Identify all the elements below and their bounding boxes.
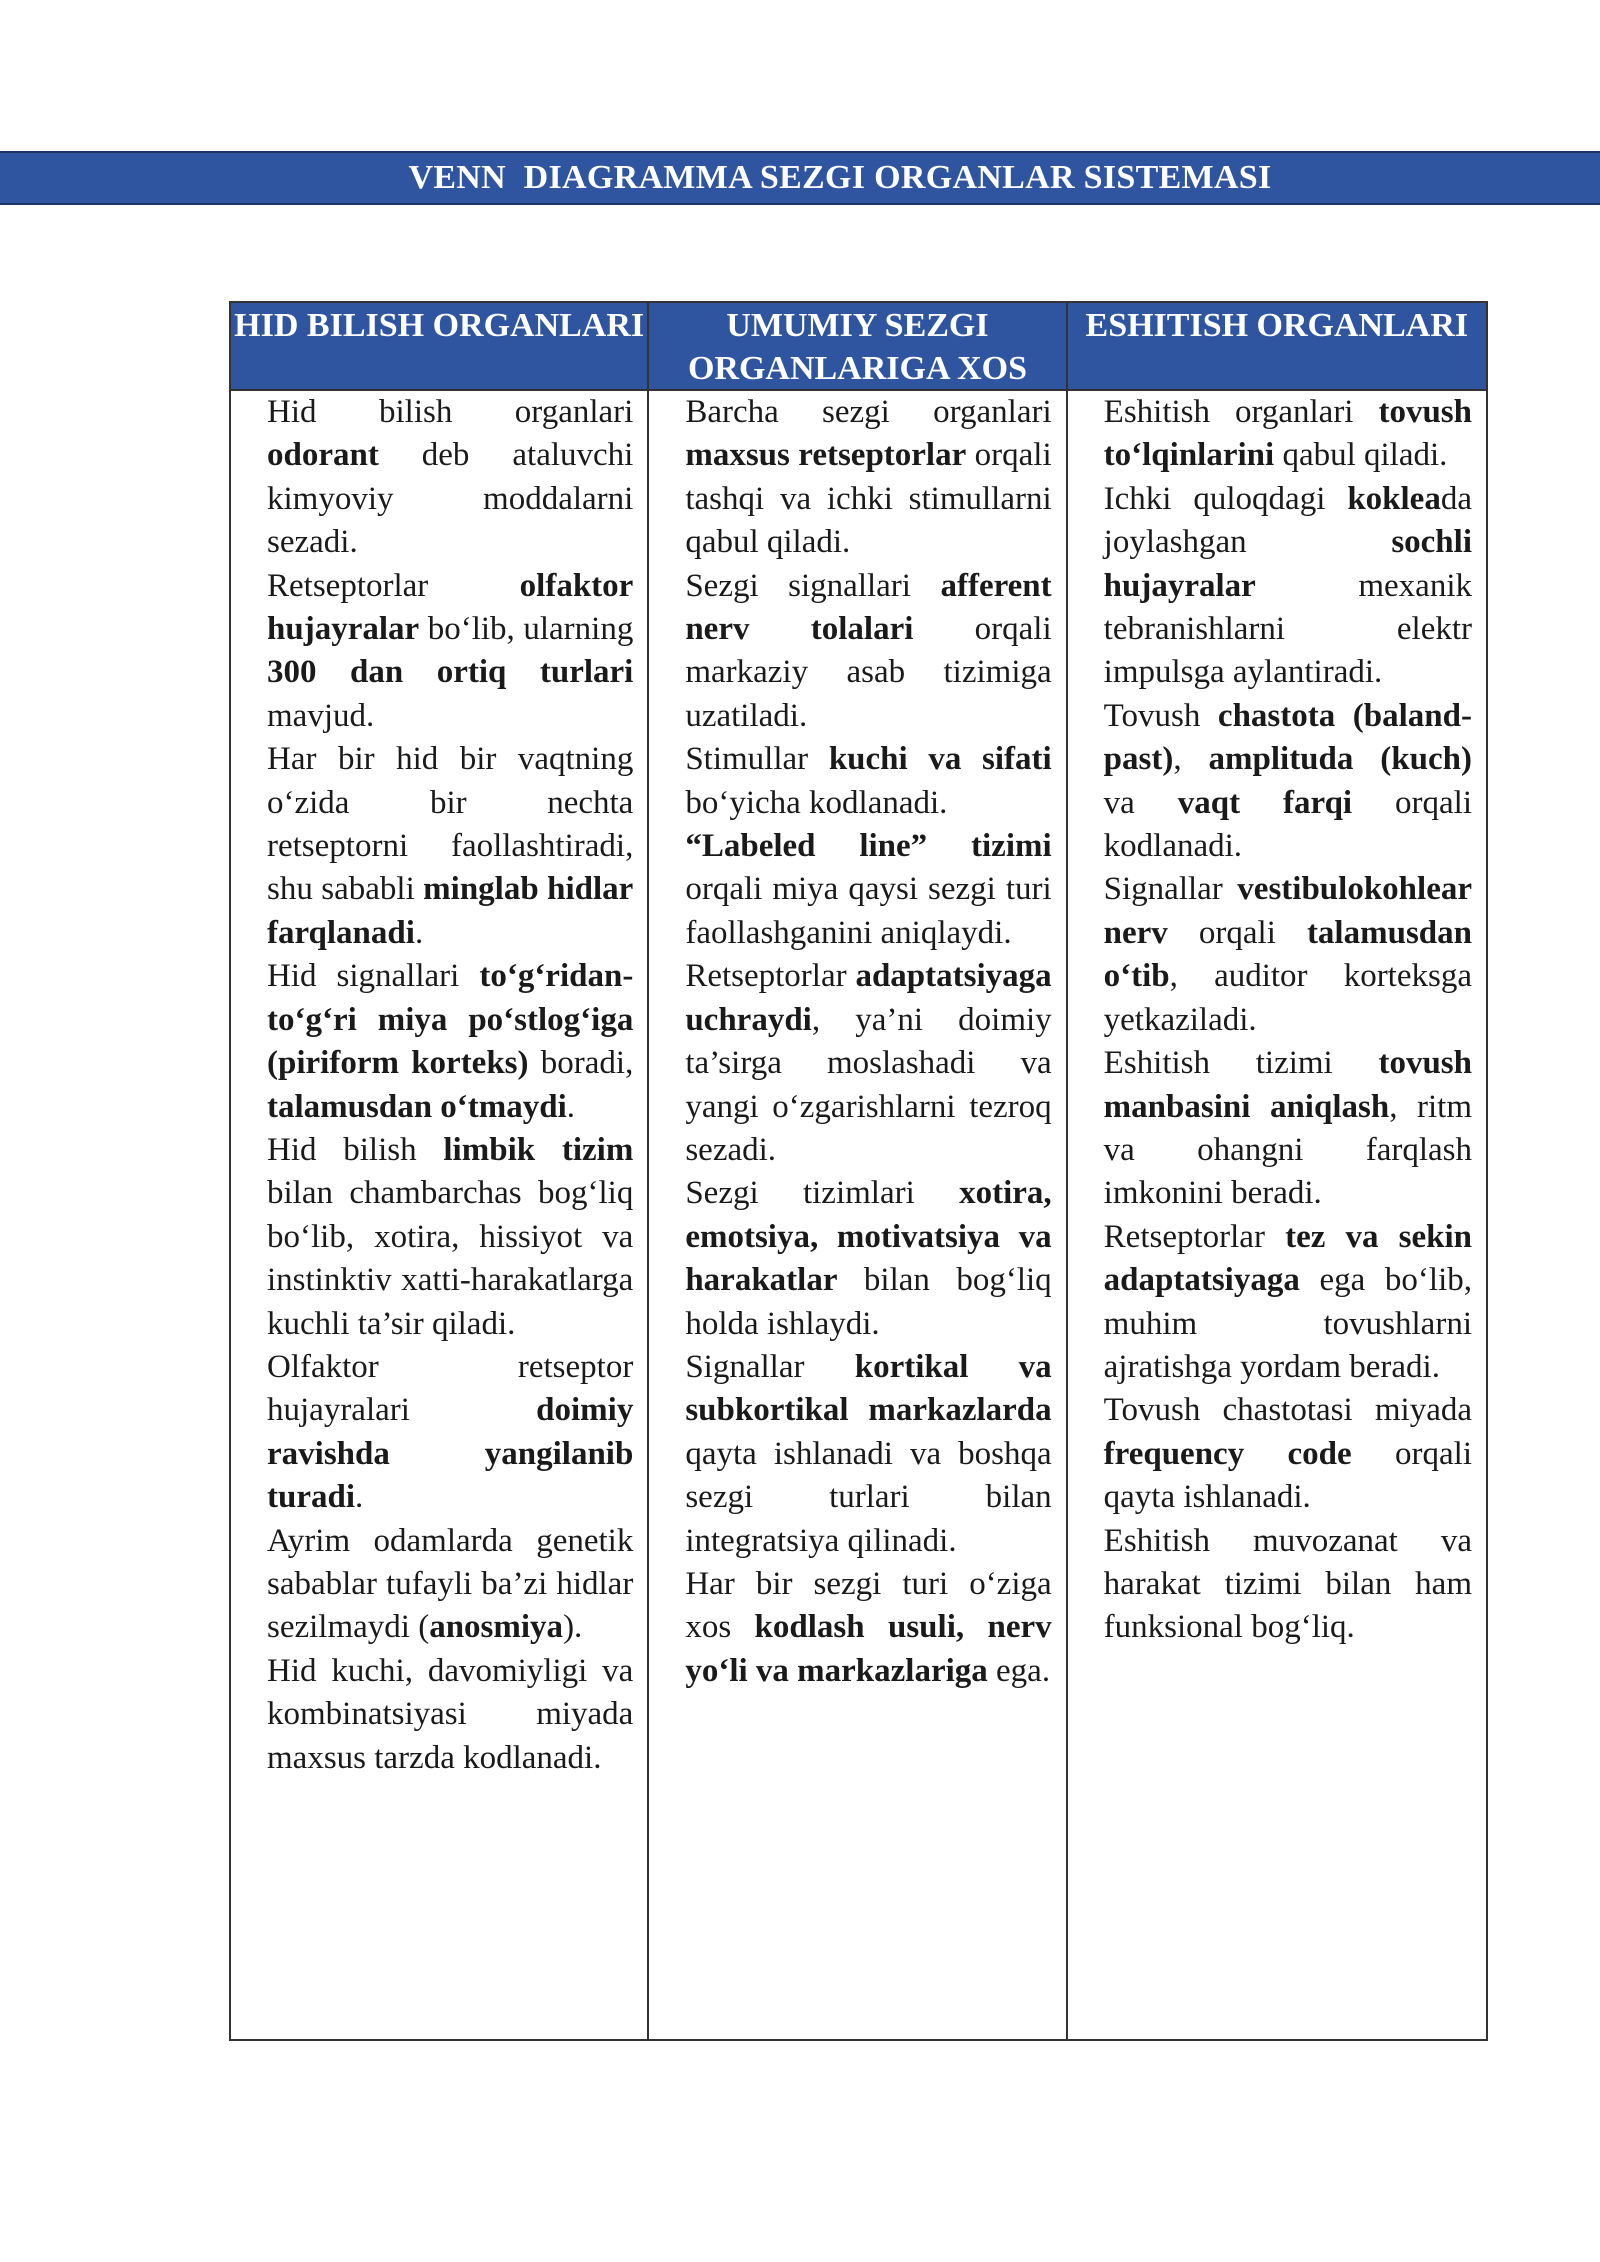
column-paragraph xyxy=(1104,1520,1472,1650)
text-run: . xyxy=(566,1088,576,1125)
text-run: Retseptorlar xyxy=(267,567,520,604)
column-paragraph xyxy=(685,955,1051,1172)
column-header-eshitish: ESHITISH ORGANLARI xyxy=(1068,303,1486,391)
text-run: Sezgi tizimlari xyxy=(685,1175,960,1212)
column-paragraph xyxy=(267,1520,633,1650)
text-run: mavjud. xyxy=(267,697,375,734)
bold-term: tovush to‘lqinlarini xyxy=(1103,394,1472,474)
text-run: . xyxy=(355,1479,364,1516)
bold-term: minglab hidlar farqlanadi xyxy=(267,871,634,951)
text-run: Hid bilish organlari xyxy=(267,394,634,430)
text-run: Har bir sezgi turi o‘ziga xos xyxy=(685,1565,1052,1646)
text-run: Stimullar xyxy=(685,741,829,778)
column-paragraph xyxy=(1104,1042,1472,1216)
bold-term: odorant xyxy=(267,437,379,474)
text-run: bo‘lib, ularning xyxy=(419,611,634,648)
text-run: Har bir hid bir vaqtning o‘zida bir nechta retseptorni faollashtiradi, shu sababli xyxy=(267,741,634,908)
bold-term: to‘g‘ridan-to‘g‘ri miya po‘stlog‘iga (piriform korteks) xyxy=(267,958,634,1082)
bold-term: kuchi va sifati xyxy=(828,741,1052,778)
text-run: qabul qiladi. xyxy=(1274,437,1448,474)
text-run: , xyxy=(1173,741,1209,778)
text-run: Eshitish tizimi xyxy=(1103,1045,1379,1082)
bold-term: limbik tizim xyxy=(443,1131,634,1168)
column-paragraph xyxy=(1104,391,1472,478)
text-run: Ichki quloqdagi xyxy=(1103,480,1348,517)
text-run: Hid kuchi, davomiyligi va kombinatsiyasi miyada maxsus tarzda kodlanadi. xyxy=(267,1652,634,1776)
text-run: Retseptorlar xyxy=(1103,1218,1286,1255)
column-paragraph xyxy=(267,955,633,1129)
column-paragraph xyxy=(685,1563,1051,1693)
column-paragraph xyxy=(1104,868,1472,1042)
bold-term: chastota (baland-past) xyxy=(1103,697,1473,778)
page-title: VENN DIAGRAMMA SEZGI ORGANLAR SISTEMASI xyxy=(408,159,1272,196)
bold-term: kodlash usuli, nerv yo‘li va markazlariga xyxy=(685,1609,1052,1689)
text-run: Tovush xyxy=(1103,697,1218,734)
text-run: Retseptorlar xyxy=(685,958,856,995)
column-paragraph xyxy=(267,1650,633,1780)
column-body-hid-bilish xyxy=(231,391,649,2039)
text-run: orqali kodlanadi. xyxy=(1103,784,1472,865)
bold-term: tez va sekin adaptatsiyaga xyxy=(1103,1218,1472,1299)
column-paragraph xyxy=(1104,1216,1472,1390)
column-body-eshitish xyxy=(1068,391,1486,2039)
text-run: orqali qayta ishlanadi. xyxy=(1103,1435,1472,1516)
column-body-umumiy-sezgi xyxy=(649,391,1067,2039)
bold-term: xotira, emotsiya, motivatsiya va harakatlar xyxy=(685,1175,1052,1299)
text-run: bo‘yicha kodlanadi. xyxy=(685,784,948,821)
bold-term: adaptatsiyaga uchraydi xyxy=(685,958,1052,1038)
text-run: bilan bog‘liq holda ishlaydi. xyxy=(685,1262,1052,1342)
bold-term: anosmiya xyxy=(429,1609,564,1646)
column-paragraph xyxy=(685,1346,1051,1563)
text-run: Hid signallari xyxy=(267,958,480,995)
column-paragraph xyxy=(267,391,633,565)
text-run: ega. xyxy=(987,1652,1051,1689)
column-paragraph xyxy=(685,391,1051,565)
venn-table xyxy=(229,301,1488,2041)
column-header-hid-bilish: HID BILISH ORGANLARI xyxy=(231,303,649,391)
bold-term: tovush manbasini aniqlash xyxy=(1103,1045,1472,1125)
text-run: Olfaktor retseptor hujayralari xyxy=(267,1348,634,1429)
bold-term: 300 dan ortiq turlari xyxy=(267,654,634,691)
bold-term: frequency code xyxy=(1103,1435,1352,1472)
bold-term: afferent nerv tolalari xyxy=(685,567,1052,648)
column-paragraph xyxy=(685,825,1051,955)
text-run: Tovush chastotasi miyada xyxy=(1103,1392,1472,1429)
text-run: deb ataluvchi kimyoviy moddalarni sezadi. xyxy=(267,437,634,561)
text-run: orqali markaziy asab tizimiga uzatiladi. xyxy=(685,611,1052,734)
bold-term: “Labeled line” tizimi xyxy=(685,828,1052,865)
text-run: Signallar xyxy=(1103,871,1238,908)
column-paragraph xyxy=(685,1172,1051,1346)
text-run: va xyxy=(1103,784,1178,821)
text-run: da joylashgan xyxy=(1103,480,1472,561)
text-run: orqali tashqi va ichki stimullarni qabul qiladi. xyxy=(685,437,1052,561)
text-run: Ayrim odamlarda genetik sabablar tufayli ba’zi hidlar sezilmaydi ( xyxy=(267,1522,634,1646)
bold-term: talamusdan o‘tib xyxy=(1103,914,1472,995)
text-run: qayta ishlanadi va boshqa sezgi turlari bilan integratsiya qilinadi. xyxy=(685,1435,1052,1559)
bold-term: olfaktor hujayralar xyxy=(267,567,634,648)
text-run: Signallar xyxy=(685,1348,855,1385)
text-run: orqali xyxy=(1167,914,1307,951)
text-run: Eshitish organlari xyxy=(1103,394,1379,430)
title-banner xyxy=(0,151,1600,205)
column-paragraph xyxy=(267,565,633,739)
bold-term: amplituda (kuch) xyxy=(1208,741,1472,778)
text-run: ega bo‘lib, muhim tovushlarni ajratishga yordam beradi. xyxy=(1103,1262,1472,1385)
text-run: boradi, xyxy=(528,1045,634,1082)
column-paragraph xyxy=(267,1129,633,1346)
column-paragraph xyxy=(1104,695,1472,869)
column-paragraph xyxy=(1104,478,1472,695)
column-paragraph xyxy=(685,738,1051,825)
text-run: ). xyxy=(563,1609,583,1646)
text-run: Eshitish muvozanat va harakat tizimi bilan ham funksional bog‘liq. xyxy=(1103,1522,1472,1646)
column-paragraph xyxy=(267,1346,633,1520)
column-header-umumiy-sezgi: UMUMIY SEZGI ORGANLARIGA XOS xyxy=(649,303,1067,391)
bold-term: vaqt farqi xyxy=(1177,784,1353,821)
text-run: , auditor korteksga yetkaziladi. xyxy=(1103,958,1472,1038)
column-paragraph xyxy=(1104,1389,1472,1519)
bold-term: sochli hujayralar xyxy=(1103,524,1472,604)
text-run: mexanik tebranishlarni elektr impulsga aylantiradi. xyxy=(1103,567,1472,691)
bold-term: kortikal va subkortikal markazlarda xyxy=(685,1348,1052,1429)
text-run: bilan chambarchas bog‘liq bo‘lib, xotira, hissiyot va instinktiv xatti-harakatlarga kuchli ta’sir qiladi. xyxy=(267,1175,634,1342)
bold-term: koklea xyxy=(1347,480,1441,517)
column-paragraph xyxy=(685,565,1051,739)
bold-term: maxsus retseptorlar xyxy=(685,437,967,474)
text-run: , ritm va ohangni farqlash imkonini beradi. xyxy=(1103,1088,1472,1212)
text-run: Hid bilish xyxy=(267,1131,444,1168)
column-paragraph xyxy=(267,738,633,955)
bold-term: doimiy ravishda yangilanib turadi xyxy=(267,1392,634,1516)
text-run: Barcha sezgi organlari xyxy=(685,394,1052,430)
text-run: orqali miya qaysi sezgi turi faollashganini aniqlaydi. xyxy=(685,871,1052,951)
text-run: Sezgi signallari xyxy=(685,567,941,604)
bold-term: talamusdan o‘tmaydi xyxy=(267,1088,567,1125)
text-run: . xyxy=(414,914,424,951)
text-run: , ya’ni doimiy ta’sirga moslashadi va yangi o‘zgarishlarni tezroq sezadi. xyxy=(685,1001,1052,1168)
bold-term: vestibulokohlear nerv xyxy=(1103,871,1472,951)
